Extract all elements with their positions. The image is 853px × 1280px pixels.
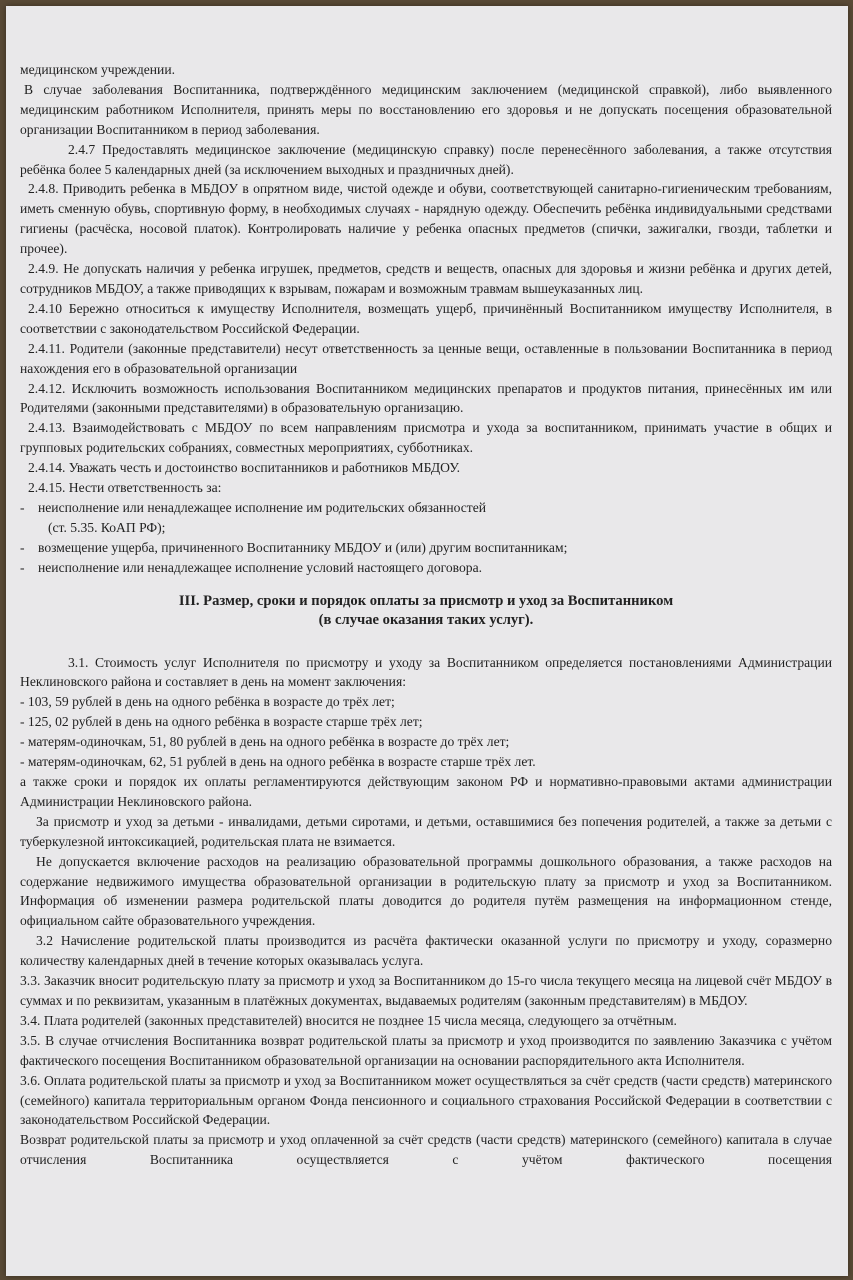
paragraph-2-4-9: 2.4.9. Не допускать наличия у ребенка игрушек, предметов, средств и веществ, опасных для здоровья и жизни ребёнка и других детей, сотрудников МБДОУ, а также приводящих к взрывам, пожарам и возможным травмам вышеуказанных лиц. [20, 261, 832, 296]
price-line: - 125, 02 рублей в день на одного ребёнка в возрасте старше трёх лет; [20, 714, 423, 730]
list-dash: - [20, 539, 25, 555]
paragraph-2-4-14: 2.4.14. Уважать честь и достоинство воспитанников и работников МБДОУ. [28, 460, 460, 476]
paragraph-2-4-7: 2.4.7 Предоставлять медицинское заключение (медицинскую справку) после перенесённого заболевания, а также отсутствия ребёнка более 5 календарных дней (за исключением выходных и праздничных дней). [20, 141, 832, 177]
paragraph: За присмотр и уход за детьми - инвалидами, детьми сиротами, и детьми, оставшимися без попечения родителей, а также за детьми с туберкулезной интоксикацией, родительская плата не взимается. [20, 813, 832, 849]
price-line: - матерям-одиночкам, 51, 80 рублей в день на одного ребёнка в возрасте до трёх лет; [20, 734, 510, 750]
price-line: - матерям-одиночкам, 62, 51 рублей в день на одного ребёнка в возрасте старше трёх лет. [20, 754, 536, 770]
list-dash: - [20, 559, 25, 575]
paragraph-2-4-12: 2.4.12. Исключить возможность использования Воспитанником медицинских препаратов и продуктов питания, принесённых им или Родителями (законными представителями) в образовательную организацию. [20, 380, 832, 416]
list-item-text: неисполнение или ненадлежащее исполнение им родительских обязанностей [38, 499, 487, 515]
paragraph: В случае заболевания Воспитанника, подтверждённого медицинским заключением (медицинской справкой), либо выявленного медицинским работником Исполнителя, принять меры по восстановлению его здоровья и не допускать посещения образовательной организации Воспитанником в период заболевания. [20, 81, 832, 137]
paragraph-2-4-13: 2.4.13. Взаимодействовать с МБДОУ по всем направлениям присмотра и ухода за воспитанником, принимать участие в общих и групповых родительских собраниях, совместных мероприятиях, субботниках. [20, 420, 832, 456]
paragraph-3-1: 3.1. Стоимость услуг Исполнителя по присмотру и уходу за Воспитанником определяется постановлениями Администрации Неклиновского района и составляет в день на момент заключения: [20, 654, 832, 690]
list-dash: - [20, 499, 25, 515]
list-item [20, 498, 832, 518]
list-item [20, 538, 832, 558]
section-subheading: (в случае оказания таких услуг). [318, 611, 534, 628]
price-line: - 103, 59 рублей в день на одного ребёнка в возрасте до трёх лет; [20, 694, 395, 710]
paragraph: медицинском учреждении. [20, 62, 175, 77]
paragraph: а также сроки и порядок их оплаты регламентируются действующим законом РФ и нормативно-правовыми актами администрации Администрации Неклиновского района. [20, 774, 832, 809]
paragraph-2-4-10: 2.4.10 Бережно относиться к имуществу Исполнителя, возмещать ущерб, причинённый Воспитанником имуществу Исполнителя, в соответствии с законодательством Российской Федерации. [20, 300, 832, 336]
list-item [20, 558, 832, 578]
paragraph-3-2: 3.2 Начисление родительской платы производится из расчёта фактически оказанной услуги по присмотру и уходу, соразмерно количеству календарных дней в течение которых оказывалась услуга. [20, 933, 832, 969]
section-heading: III. Размер, сроки и порядок оплаты за присмотр и уход за Воспитанником [178, 592, 674, 609]
paragraph-3-3: 3.3. Заказчик вносит родительскую плату за присмотр и уход за Воспитанником до 15-го числа текущего месяца на лицевой счёт МБДОУ в суммах и по реквизитам, указанным в платёжных документах, выдаваемых родителям (законным представителям) в МБДОУ. [20, 973, 832, 1008]
list-item-text: возмещение ущерба, причиненного Воспитаннику МБДОУ и (или) другим воспитанникам; [38, 539, 568, 555]
paragraph-2-4-11: 2.4.11. Родители (законные представители) несут ответственность за ценные вещи, оставленные в пользовании Воспитанника в период нахождения его в образовательной организации [20, 340, 832, 376]
paragraph: Возврат родительской платы за присмотр и уход оплаченной за счёт средств (части средств) материнского (семейного) капитала в случае отчисления Воспитанника осуществляется с учётом фактического посещения [20, 1132, 832, 1168]
paragraph-2-4-8: 2.4.8. Приводить ребенка в МБДОУ в опрятном виде, чистой одежде и обуви, соответствующей санитарно-гигиеническим требованиям, иметь сменную обувь, спортивную форму, в необходимых случаях - нарядную одежду. Обеспечить ребёнка индивидуальными средствами гигиены (расчёска, носовой платок). Контролировать наличие у ребенка опасных предметов (спички, зажигалки, гвозди, таблетки и прочее). [20, 181, 832, 257]
document-text [20, 60, 832, 1170]
list-item-subtext: (ст. 5.35. КоАП РФ); [48, 519, 166, 535]
document-page [6, 6, 848, 1276]
paragraph-3-6: 3.6. Оплата родительской платы за присмотр и уход за Воспитанником может осуществляться за счёт средств (части средств) материнского (семейного) капитала территориальным органом Фонда пенсионного и социального страхования Российской Федерации в соответствии с законодательством Российской Федерации. [20, 1072, 832, 1128]
paragraph-3-5: 3.5. В случае отчисления Воспитанника возврат родительской платы за присмотр и уход производится по заявлению Заказчика с учётом фактического посещения Воспитанником образовательной организации на основании распорядительного акта Исполнителя. [20, 1032, 832, 1068]
list-item-text: неисполнение или ненадлежащее исполнение условий настоящего договора. [38, 559, 482, 575]
paragraph-2-4-15: 2.4.15. Нести ответственность за: [28, 480, 222, 496]
paragraph-3-4: 3.4. Плата родителей (законных представителей) вносится не позднее 15 числа месяца, следующего за отчётным. [20, 1012, 677, 1028]
paragraph: Не допускается включение расходов на реализацию образовательной программы дошкольного образования, а также расходов на содержание недвижимого имущества образовательной организации в родительскую плату за присмотр и уход за Воспитанником. Информация об изменении размера родительской платы доводится до родителя путём размещения на информационном стенде, официальном сайте образовательного учреждения. [20, 853, 832, 929]
